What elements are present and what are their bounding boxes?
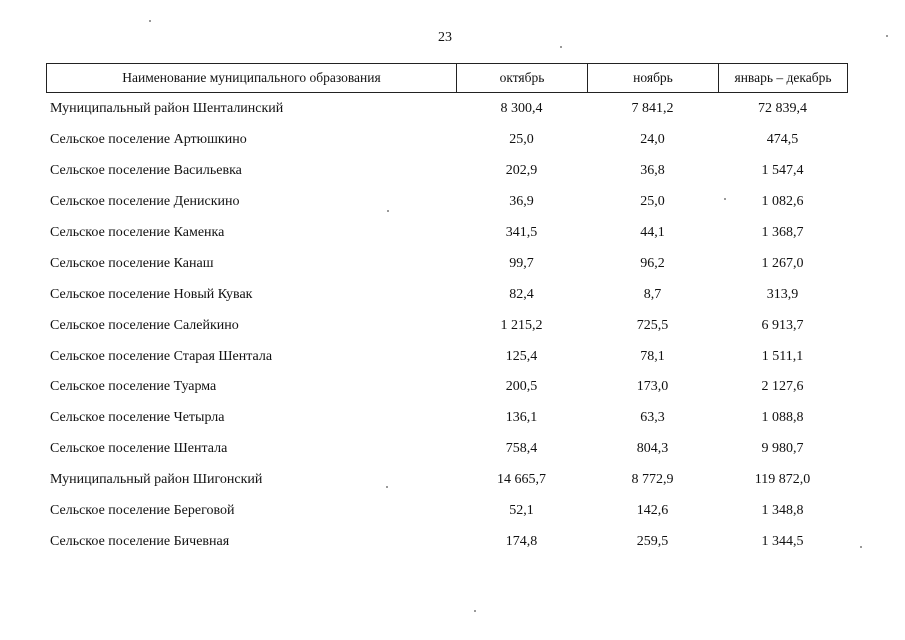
cell-name: Сельское поселение Шентала [50,441,228,457]
table-row [46,248,847,279]
cell-name: Сельское поселение Старая Шентала [50,348,273,364]
cell-october: 125,4 [505,348,538,364]
cell-year: 1 547,4 [761,163,804,179]
scan-speck [560,46,562,48]
cell-october: 202,9 [505,163,538,179]
cell-name: Сельское поселение Береговой [50,503,235,519]
column-header-october: октябрь [457,64,588,93]
table-row [46,341,847,372]
cell-year: 1 511,1 [761,348,804,364]
table-row [46,94,847,125]
cell-october: 200,5 [505,379,538,395]
cell-october: 99,7 [509,255,534,271]
scan-speck [474,610,476,612]
cell-year: 474,5 [766,132,799,148]
cell-october: 25,0 [509,132,534,148]
cell-october: 8 300,4 [500,101,543,117]
cell-name: Сельское поселение Канаш [50,255,214,271]
cell-name: Сельское поселение Васильевка [50,163,242,179]
cell-november: 7 841,2 [631,101,674,117]
cell-year: 119 872,0 [754,472,811,488]
cell-name: Сельское поселение Бичевная [50,533,230,549]
cell-year: 1 368,7 [761,225,804,240]
data-table [46,94,847,557]
scan-speck [886,35,888,37]
cell-october: 174,8 [505,533,538,549]
cell-name: Сельское поселение Новый Кувак [50,286,253,302]
table-header [46,63,848,93]
cell-year: 1 344,5 [761,533,804,549]
cell-october: 341,5 [505,225,538,240]
cell-november: 96,2 [640,255,665,271]
cell-october: 82,4 [509,286,534,302]
cell-october: 136,1 [505,410,538,426]
cell-name: Сельское поселение Четырла [50,410,225,426]
cell-year: 1 348,8 [761,503,804,519]
cell-year: 1 082,6 [761,194,804,210]
cell-november: 78,1 [640,348,665,364]
cell-october: 52,1 [509,503,534,519]
table-row [46,403,847,434]
scan-speck [149,20,151,22]
cell-year: 72 839,4 [758,101,807,117]
cell-name: Муниципальный район Шенталинский [50,101,284,117]
column-header-name: Наименование муниципального образования [47,64,457,93]
cell-year: 2 127,6 [761,379,804,395]
table-row [46,310,847,341]
cell-name: Муниципальный район Шигонский [50,472,263,488]
cell-october: 36,9 [509,194,534,210]
scan-speck [386,486,388,488]
cell-november: 804,3 [636,441,669,457]
table-row [46,125,847,156]
cell-name: Сельское поселение Салейкино [50,317,239,333]
cell-october: 14 665,7 [497,472,546,488]
table-row [46,279,847,310]
table-row [46,434,847,465]
cell-november: 63,3 [640,410,665,426]
cell-november: 25,0 [640,194,665,210]
cell-october: 1 215,2 [500,317,543,333]
table-row [46,156,847,187]
table-row [46,465,847,496]
scan-speck [860,546,862,548]
cell-november: 142,6 [636,503,669,519]
table-row [46,496,847,527]
cell-november: 24,0 [640,132,665,148]
cell-november: 36,8 [640,163,665,179]
cell-november: 725,5 [636,317,669,333]
cell-november: 8 772,9 [631,472,674,488]
cell-name: Сельское поселение Артюшкино [50,132,247,148]
cell-year: 313,9 [766,286,799,302]
scan-speck [724,198,726,200]
page-number: 23 [438,30,452,45]
table-row [46,187,847,218]
column-header-year: январь – декабрь [719,64,848,93]
scan-speck [387,210,389,212]
cell-november: 8,7 [643,286,662,302]
cell-year: 1 267,0 [761,255,804,271]
cell-year: 9 980,7 [761,441,804,457]
cell-name: Сельское поселение Каменка [50,225,225,240]
cell-november: 44,1 [640,225,665,240]
cell-year: 6 913,7 [761,317,804,333]
cell-name: Сельское поселение Денискино [50,194,240,210]
cell-november: 173,0 [636,379,669,395]
table-row [46,372,847,403]
cell-year: 1 088,8 [761,410,804,426]
table-row [46,526,847,557]
cell-november: 259,5 [636,533,669,549]
cell-name: Сельское поселение Туарма [50,379,217,395]
column-header-november: ноябрь [588,64,719,93]
table-row [46,218,847,249]
cell-october: 758,4 [505,441,538,457]
